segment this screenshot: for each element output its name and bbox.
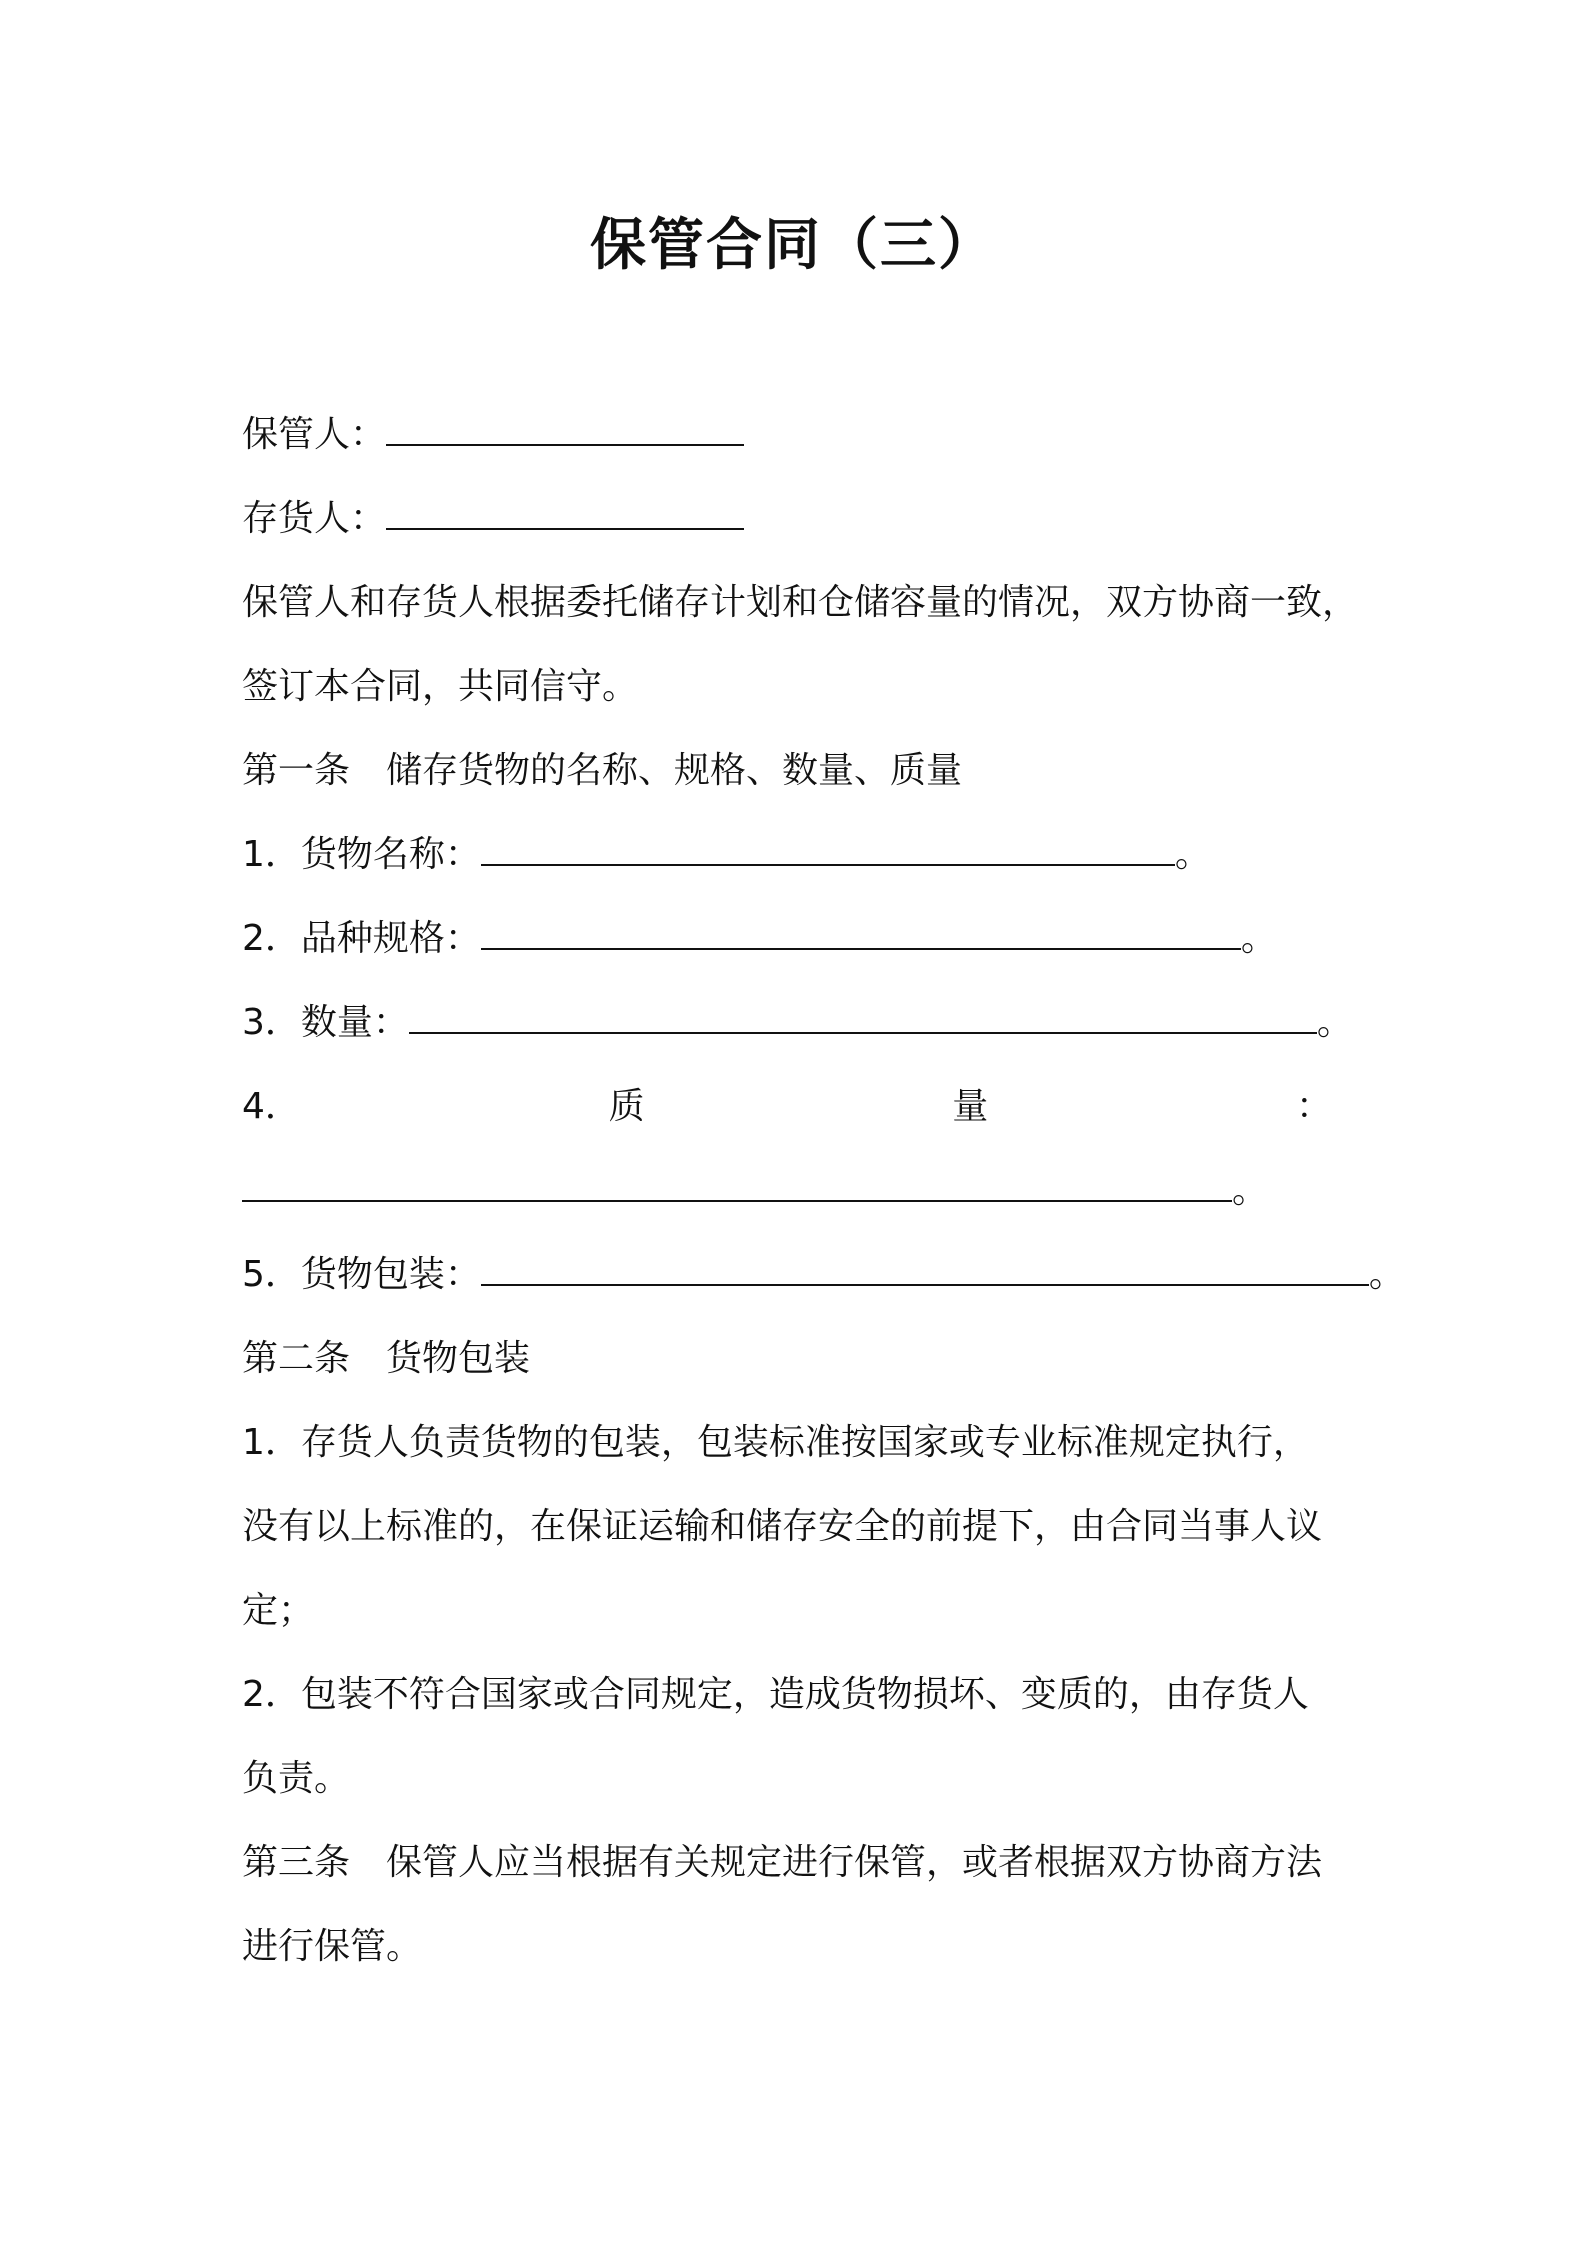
goods-name-field [242,830,1211,880]
quality-number: 4． [242,1086,301,1127]
quantity-label: 3．数量： [242,1002,409,1043]
custodian-blank [386,410,744,446]
variety-spec-field [242,914,1277,964]
packaging-blank [481,1250,1369,1286]
article-2-heading: 第二条 货物包装 [242,1338,531,1379]
quality-colon: ： [1295,1086,1332,1127]
goods-name-blank [481,830,1175,866]
quality-field-label [242,1082,1332,1132]
goods-name-period: 。 [1174,834,1211,875]
packaging-label: 5．货物包装： [242,1254,481,1295]
custodian-label: 保管人： [242,414,387,455]
variety-spec-label: 2．品种规格： [242,918,481,959]
article-3-line-2: 进行保管。 [242,1926,423,1967]
packaging-period: 。 [1368,1254,1405,1295]
article-2-item-2-line-1: 2．包装不符合国家或合同规定，造成货物损坏、变质的，由存货人 [242,1674,1309,1715]
quality-blank-line [242,1166,1268,1216]
article-3-line-1: 第三条 保管人应当根据有关规定进行保管，或者根据双方协商方法 [242,1842,1323,1883]
depositor-label: 存货人： [242,498,387,539]
variety-spec-period: 。 [1240,918,1277,959]
article-2-item-1-line-3: 定； [242,1590,315,1631]
article-2-item-1-line-2: 没有以上标准的，在保证运输和储存安全的前提下，由合同当事人议 [242,1506,1323,1547]
packaging-field [242,1250,1405,1300]
goods-name-label: 1．货物名称： [242,834,481,875]
quality-char-2: 量 [952,1086,989,1127]
quantity-field [242,998,1353,1048]
preamble-line-2: 签订本合同，共同信守。 [242,666,639,707]
page-title: 保管合同（三） [590,213,996,278]
quantity-period: 。 [1316,1002,1353,1043]
depositor-blank [386,494,744,530]
depositor-field [242,494,744,544]
preamble-line-1: 保管人和存货人根据委托储存计划和仓储容量的情况，双方协商一致， [242,582,1359,623]
article-1-heading: 第一条 储存货物的名称、规格、数量、质量 [242,750,963,791]
quality-blank [242,1166,1232,1202]
article-2-item-1-line-1: 1．存货人负责货物的包装，包装标准按国家或专业标准规定执行， [242,1422,1309,1463]
custodian-field [242,410,744,460]
quality-char-1: 质 [608,1086,645,1127]
variety-spec-blank [481,914,1241,950]
quantity-blank [409,998,1317,1034]
quality-period: 。 [1232,1170,1269,1211]
article-2-item-2-line-2: 负责。 [242,1758,351,1799]
